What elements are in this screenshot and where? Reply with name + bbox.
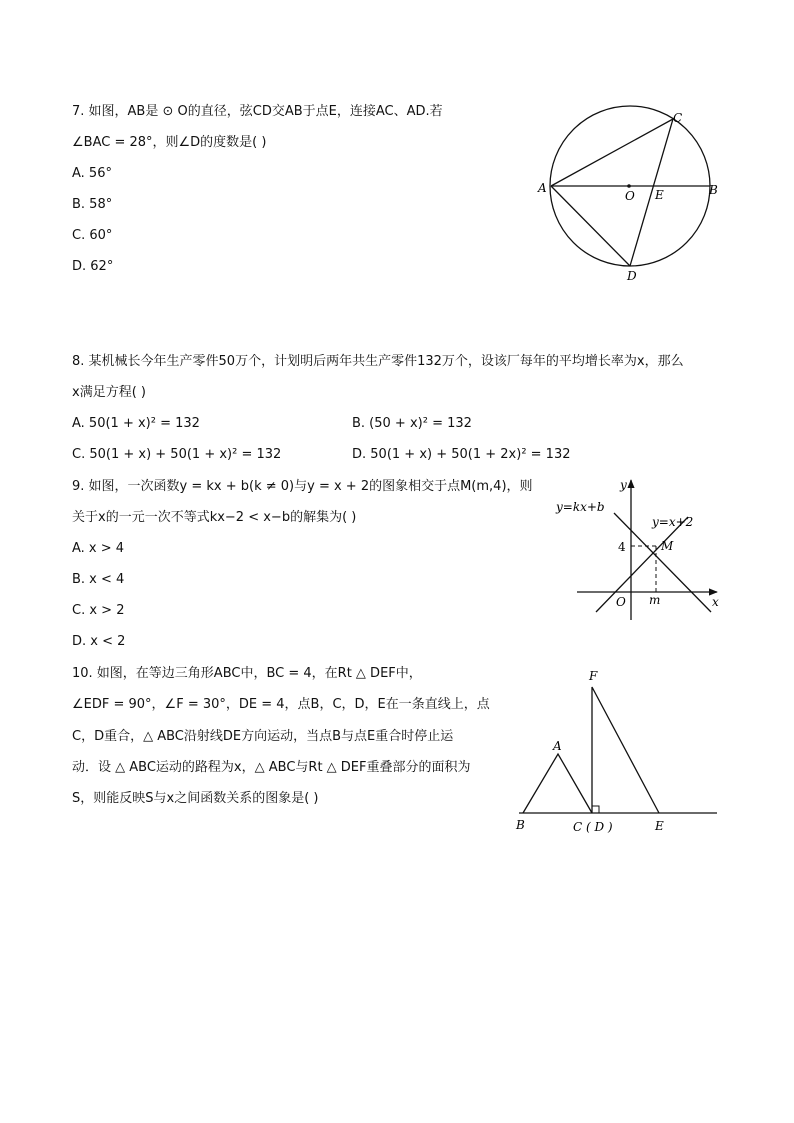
q7-option-b: B. 58° — [72, 197, 113, 212]
q9-stem-line1: 9. 如图，一次函数y = kx + b(k ≠ 0)与y = x + 2的图象相交于点M(m,4)，则 — [72, 479, 533, 494]
q10-stem-line5: S，则能反映S与x之间函数关系的图象是( ) — [72, 791, 319, 806]
q9-option-d: D. x < 2 — [72, 634, 126, 649]
label-line-kx-plus-b: y=kx+b — [556, 500, 605, 514]
q8-option-d: D. 50(1 + x) + 50(1 + 2x)² = 132 — [352, 447, 571, 462]
label-x-axis: x — [712, 595, 719, 609]
q9-option-b: B. x < 4 — [72, 572, 125, 587]
label-y-axis: y — [620, 478, 627, 492]
label-origin: O — [616, 595, 626, 609]
label-line-x-plus-2: y=x+2 — [652, 515, 694, 529]
label-e: E — [655, 819, 664, 833]
q9-option-c: C. x > 2 — [72, 603, 125, 618]
label-b: B — [516, 818, 525, 832]
q7-option-d: D. 62° — [72, 259, 114, 274]
right-angle-mark — [592, 806, 599, 813]
label-e: E — [655, 188, 664, 202]
q9-stem-line2: 关于x的一元一次不等式kx−2 < x−b的解集为( ) — [72, 510, 357, 525]
q10-stem-line2: ∠EDF = 90°，∠F = 30°，DE = 4，点B，C，D，E在一条直线上，点 — [72, 697, 490, 712]
label-a: A — [553, 739, 562, 753]
label-o: O — [625, 189, 635, 203]
q8-option-b: B. (50 + x)² = 132 — [352, 416, 472, 431]
label-m-point: M — [661, 539, 674, 553]
label-f: F — [589, 669, 598, 683]
label-a: A — [538, 181, 547, 195]
label-b: B — [709, 183, 718, 197]
q8-option-a: A. 50(1 + x)² = 132 — [72, 416, 200, 431]
q10-stem-line3: C，D重合，△ ABC沿射线DE方向运动，当点B与点E重合时停止运 — [72, 729, 454, 744]
q7-stem-line1: 7. 如图，AB是 ⊙ O的直径，弦CD交AB于点E，连接AC、AD.若 — [72, 104, 443, 119]
label-c-d: C ( D ) — [573, 820, 613, 834]
q7-option-a: A. 56° — [72, 166, 112, 181]
q7-option-c: C. 60° — [72, 228, 113, 243]
q8-stem-line1: 8. 某机械长今年生产零件50万个，计划明后两年共生产零件132万个，设该厂每年的平均增长率为x，那么 — [72, 354, 684, 369]
label-c: C — [673, 111, 683, 125]
q8-stem-line2: x满足方程( ) — [72, 385, 146, 400]
q10-stem-line1: 10. 如图，在等边三角形ABC中，BC = 4，在Rt △ DEF中， — [72, 666, 422, 681]
triangle-abc — [523, 754, 592, 813]
label-m-value: m — [649, 593, 661, 607]
q9-option-a: A. x > 4 — [72, 541, 125, 556]
q10-stem-line4: 动．设 △ ABC运动的路程为x，△ ABC与Rt △ DEF重叠部分的面积为 — [72, 760, 471, 775]
label-four: 4 — [618, 540, 626, 554]
triangle-def — [592, 687, 659, 813]
label-d: D — [627, 269, 637, 283]
q8-option-c: C. 50(1 + x) + 50(1 + x)² = 132 — [72, 447, 282, 462]
q7-stem-line2: ∠BAC = 28°，则∠D的度数是( ) — [72, 135, 267, 150]
